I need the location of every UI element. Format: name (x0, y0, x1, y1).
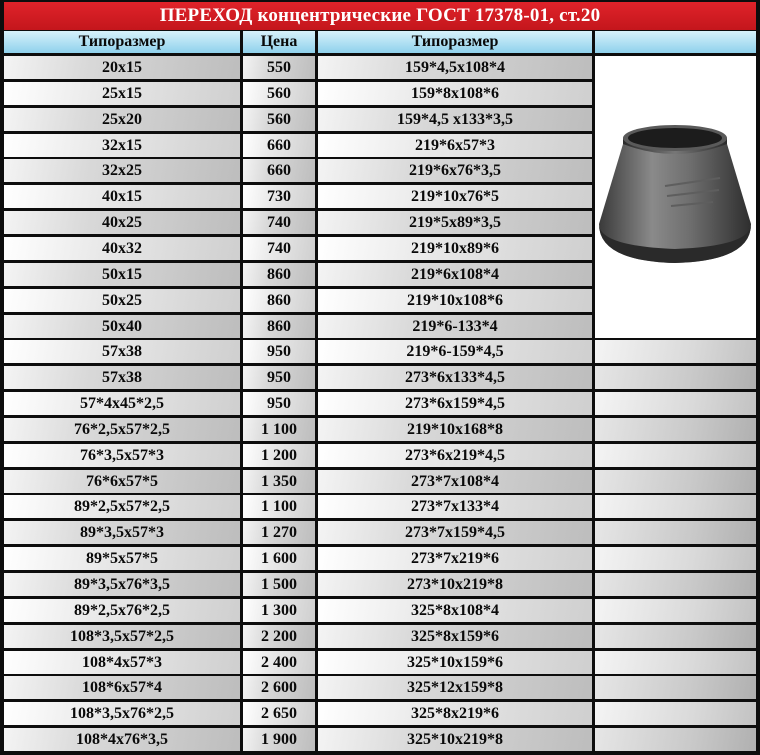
cell-size-b: 219*5x89*3,5 (318, 211, 592, 234)
cell-size-b: 219*10x168*8 (318, 418, 592, 441)
cell-size-a: 25x20 (4, 108, 240, 131)
cell-size-b: 219*10x89*6 (318, 237, 592, 260)
cell-size-a: 50x25 (4, 289, 240, 312)
cell-size-b: 325*10x219*8 (318, 728, 592, 751)
cell-size-a: 89*2,5x57*2,5 (4, 495, 240, 518)
cell-size-b: 219*6x108*4 (318, 263, 592, 286)
concentric-reducer-icon (595, 56, 756, 338)
cell-size-b: 325*8x108*4 (318, 599, 592, 622)
cell-size-b: 325*8x219*6 (318, 702, 592, 725)
cell-size-b: 219*6-159*4,5 (318, 340, 592, 363)
cell-image-filler (595, 470, 756, 493)
cell-price: 950 (243, 340, 315, 363)
cell-price: 1 500 (243, 573, 315, 596)
cell-size-b: 273*10x219*8 (318, 573, 592, 596)
cell-size-b: 273*7x108*4 (318, 470, 592, 493)
cell-size-a: 108*3,5x76*2,5 (4, 702, 240, 725)
cell-size-b: 219*6-133*4 (318, 315, 592, 338)
cell-size-a: 50x15 (4, 263, 240, 286)
cell-size-a: 40x25 (4, 211, 240, 234)
cell-size-b: 273*7x133*4 (318, 495, 592, 518)
cell-price: 1 200 (243, 444, 315, 467)
cell-price: 860 (243, 289, 315, 312)
cell-price: 550 (243, 56, 315, 79)
cell-size-b: 159*4,5x108*4 (318, 56, 592, 79)
cell-size-a: 89*2,5x76*2,5 (4, 599, 240, 622)
cell-price: 560 (243, 82, 315, 105)
cell-size-a: 32x25 (4, 159, 240, 182)
cell-size-b: 159*4,5 x133*3,5 (318, 108, 592, 131)
cell-price: 740 (243, 237, 315, 260)
cell-image-filler (595, 392, 756, 415)
cell-price: 1 900 (243, 728, 315, 751)
cell-size-b: 219*10x108*6 (318, 289, 592, 312)
cell-size-b: 325*10x159*6 (318, 651, 592, 674)
cell-price: 1 300 (243, 599, 315, 622)
cell-size-a: 89*3,5x57*3 (4, 521, 240, 544)
cell-size-b: 325*12x159*8 (318, 676, 592, 699)
cell-image-filler (595, 418, 756, 441)
cell-price: 1 600 (243, 547, 315, 570)
cell-size-a: 40x15 (4, 185, 240, 208)
reducer-photo (595, 56, 756, 338)
cell-price: 660 (243, 134, 315, 157)
cell-size-b: 273*6x159*4,5 (318, 392, 592, 415)
cell-size-a: 57*4x45*2,5 (4, 392, 240, 415)
cell-size-a: 50x40 (4, 315, 240, 338)
cell-price: 950 (243, 392, 315, 415)
cell-image-filler (595, 728, 756, 751)
cell-size-b: 159*8x108*6 (318, 82, 592, 105)
cell-size-b: 273*7x159*4,5 (318, 521, 592, 544)
cell-size-a: 25x15 (4, 82, 240, 105)
header-image (595, 31, 756, 53)
cell-price: 660 (243, 159, 315, 182)
header-price: Цена (243, 31, 315, 53)
cell-size-a: 89*3,5x76*3,5 (4, 573, 240, 596)
cell-size-b: 219*10x76*5 (318, 185, 592, 208)
cell-price: 860 (243, 263, 315, 286)
cell-image-filler (595, 651, 756, 674)
cell-size-a: 108*6x57*4 (4, 676, 240, 699)
cell-image-filler (595, 676, 756, 699)
cell-image-filler (595, 521, 756, 544)
cell-image-filler (595, 625, 756, 648)
header-size-b: Типоразмер (318, 31, 592, 53)
cell-size-b: 219*6x76*3,5 (318, 159, 592, 182)
cell-size-b: 219*6x57*3 (318, 134, 592, 157)
cell-price: 1 270 (243, 521, 315, 544)
table-title: ПЕРЕХОД концентрические ГОСТ 17378-01, ст.20 (4, 2, 756, 30)
cell-size-b: 273*7x219*6 (318, 547, 592, 570)
cell-size-a: 89*5x57*5 (4, 547, 240, 570)
cell-size-a: 108*4x76*3,5 (4, 728, 240, 751)
cell-price: 950 (243, 366, 315, 389)
cell-price: 740 (243, 211, 315, 234)
cell-image-filler (595, 366, 756, 389)
cell-price: 1 100 (243, 495, 315, 518)
cell-price: 560 (243, 108, 315, 131)
cell-size-a: 76*3,5x57*3 (4, 444, 240, 467)
cell-image-filler (595, 573, 756, 596)
cell-size-b: 273*6x219*4,5 (318, 444, 592, 467)
cell-price: 730 (243, 185, 315, 208)
cell-price: 2 400 (243, 651, 315, 674)
cell-image-filler (595, 599, 756, 622)
cell-size-a: 108*4x57*3 (4, 651, 240, 674)
cell-size-a: 108*3,5x57*2,5 (4, 625, 240, 648)
cell-price: 1 100 (243, 418, 315, 441)
cell-size-a: 76*2,5x57*2,5 (4, 418, 240, 441)
cell-size-b: 273*6x133*4,5 (318, 366, 592, 389)
cell-image-filler (595, 444, 756, 467)
cell-price: 1 350 (243, 470, 315, 493)
cell-size-a: 40x32 (4, 237, 240, 260)
cell-image-filler (595, 702, 756, 725)
cell-price: 860 (243, 315, 315, 338)
cell-price: 2 600 (243, 676, 315, 699)
cell-image-filler (595, 340, 756, 363)
cell-size-b: 325*8x159*6 (318, 625, 592, 648)
cell-size-a: 20x15 (4, 56, 240, 79)
cell-image-filler (595, 495, 756, 518)
cell-size-a: 57x38 (4, 340, 240, 363)
cell-size-a: 32x15 (4, 134, 240, 157)
header-size-a: Типоразмер (4, 31, 240, 53)
cell-size-a: 76*6x57*5 (4, 470, 240, 493)
cell-price: 2 650 (243, 702, 315, 725)
cell-size-a: 57x38 (4, 366, 240, 389)
cell-price: 2 200 (243, 625, 315, 648)
cell-image-filler (595, 547, 756, 570)
